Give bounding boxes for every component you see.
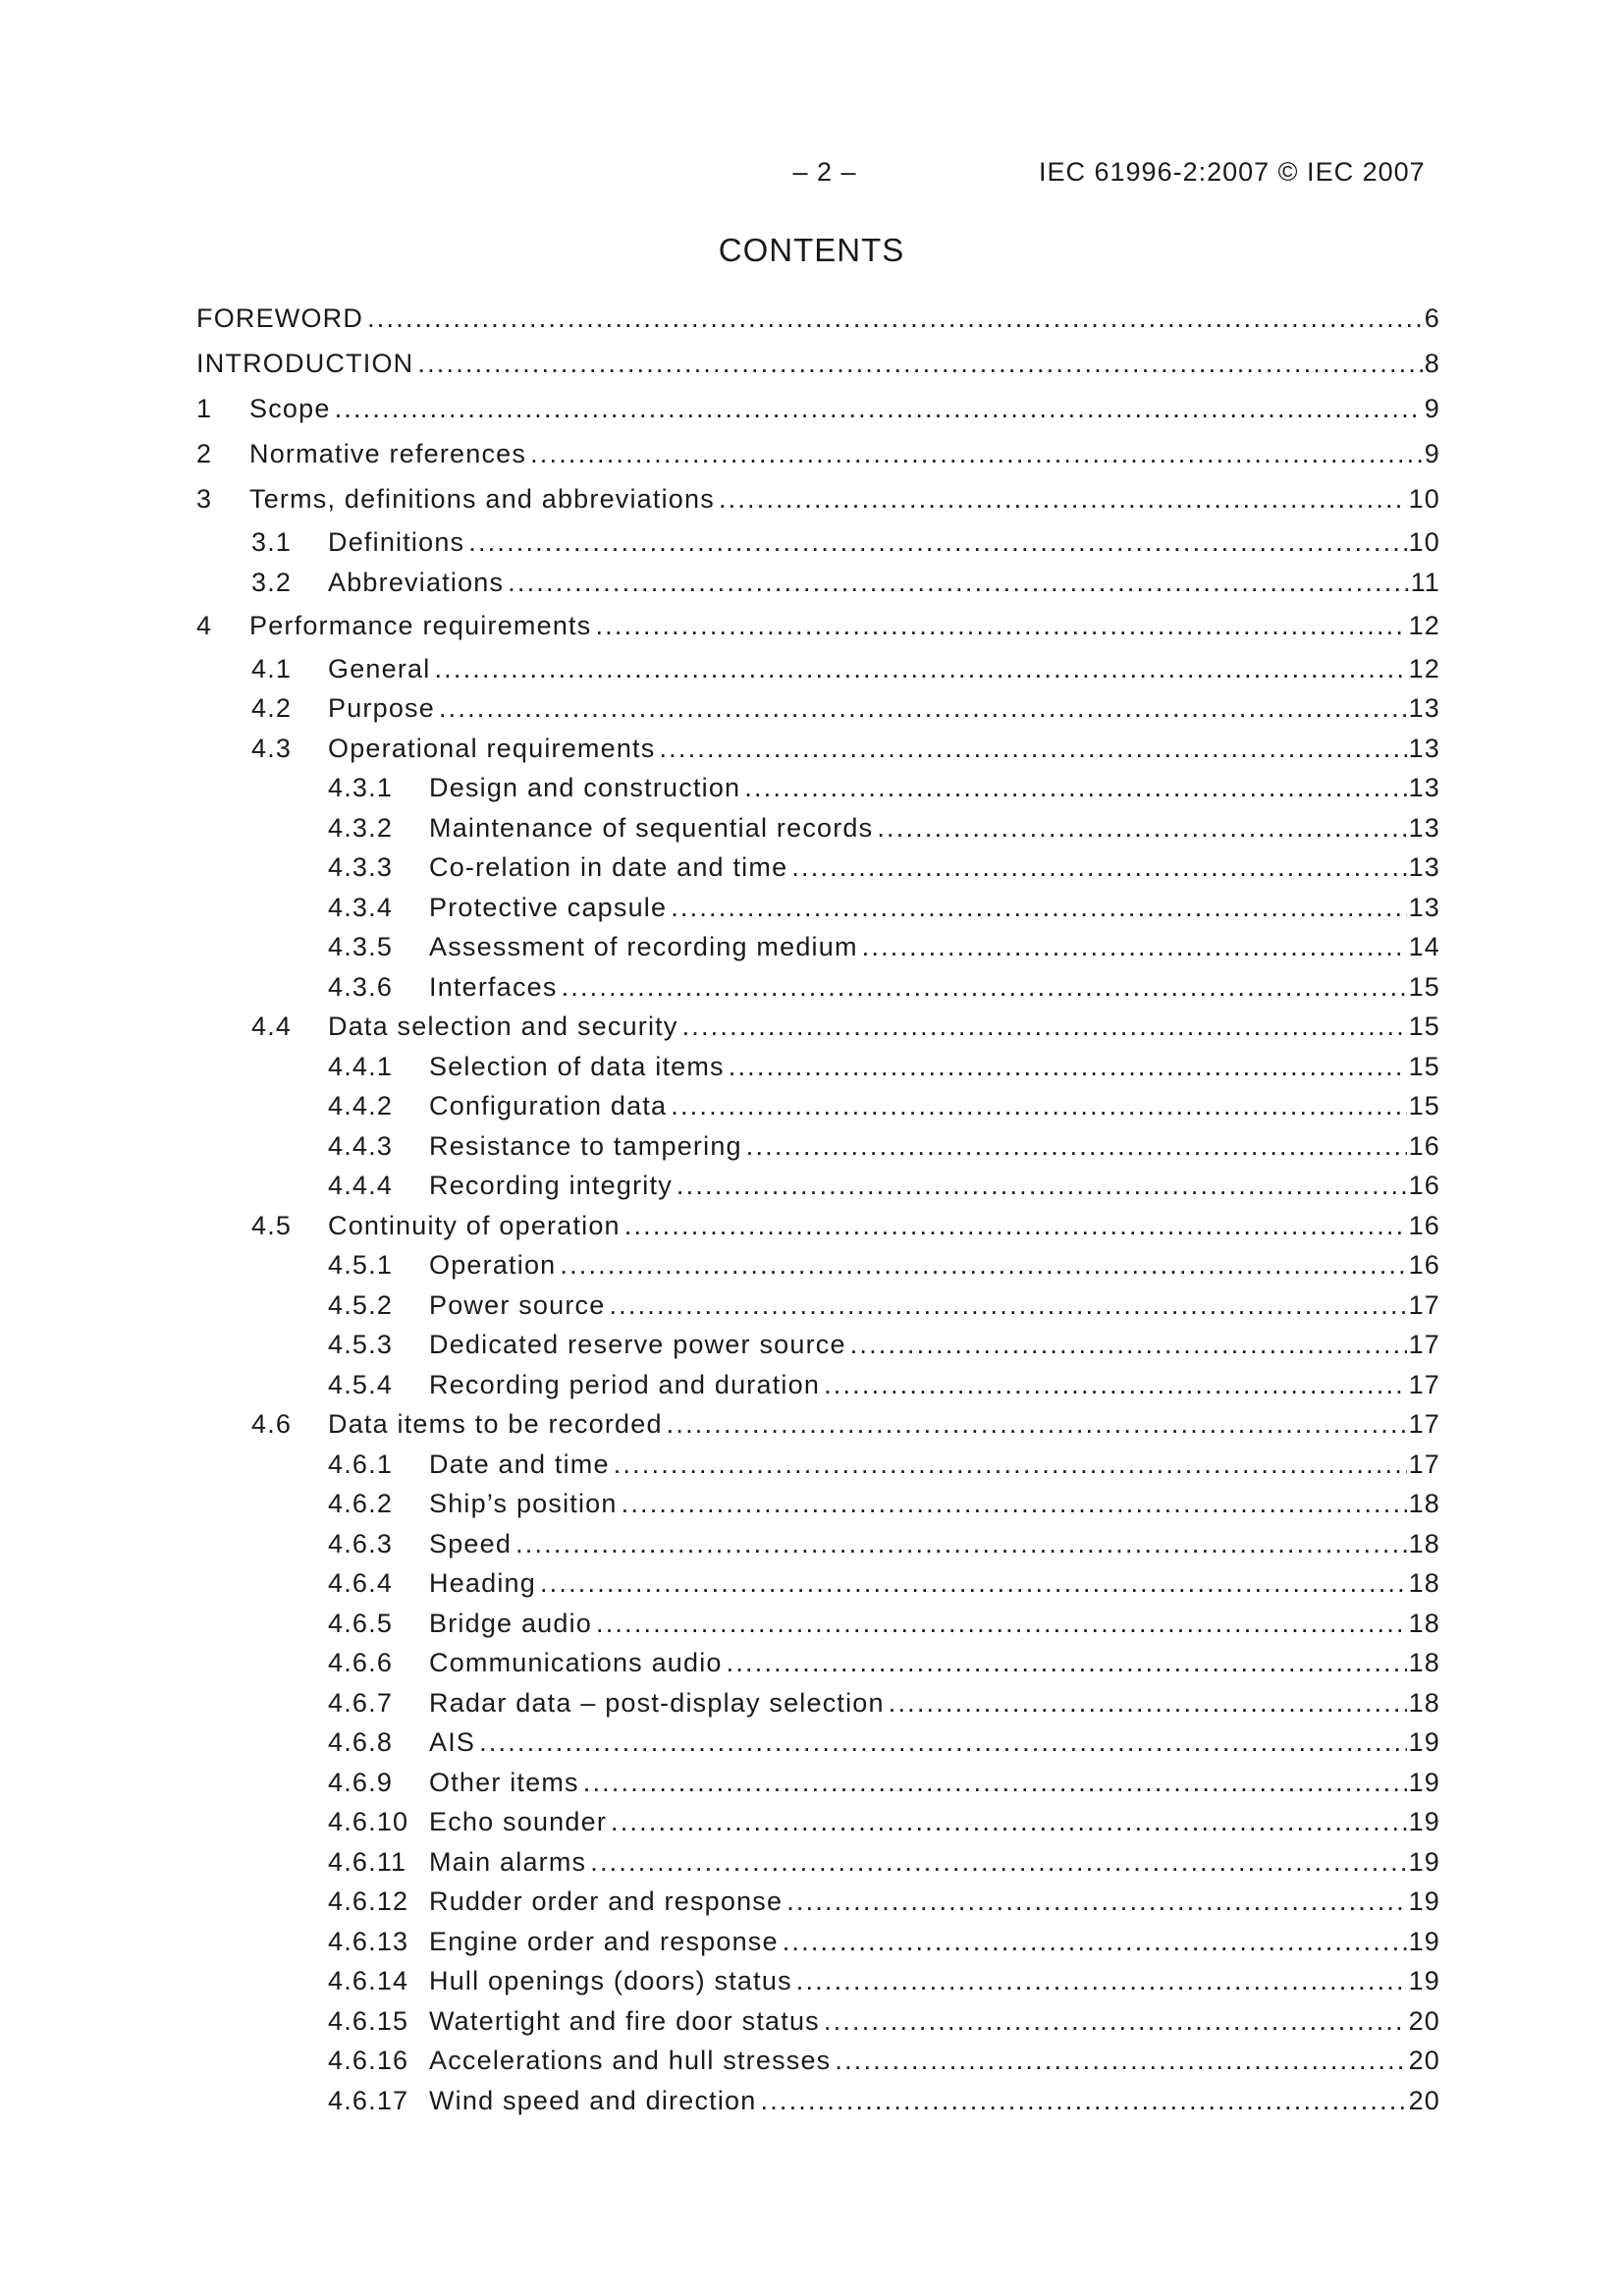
toc-entry-page: 13 [1408, 893, 1440, 922]
toc-entry[interactable] [328, 1965, 1440, 1996]
toc-entry[interactable] [251, 1408, 1440, 1440]
toc-entry[interactable] [328, 1329, 1440, 1360]
toc-entry-page: 12 [1408, 611, 1440, 640]
toc-entry-page: 18 [1408, 1688, 1440, 1718]
toc-entry-number: 2 [196, 439, 213, 468]
toc-entry-page: 13 [1408, 734, 1440, 763]
toc-entry-title: Speed [429, 1529, 513, 1558]
toc-dot-leader [595, 610, 1406, 641]
toc-entry-title: Operation [429, 1250, 557, 1280]
toc-dot-leader [508, 567, 1408, 598]
toc-dot-leader [614, 1449, 1407, 1480]
toc-dot-leader [761, 2085, 1407, 2116]
toc-entry[interactable] [196, 610, 1440, 641]
toc-entry[interactable] [328, 812, 1440, 844]
toc-entry-title: Purpose [328, 693, 435, 723]
toc-entry-number: 4.6.1 [328, 1449, 394, 1479]
toc-entry-number: 4.4.4 [328, 1171, 394, 1200]
toc-entry-number: 4.3 [251, 734, 293, 763]
toc-dot-leader [682, 1011, 1407, 1042]
toc-dot-leader [824, 1369, 1407, 1400]
toc-dot-leader [434, 653, 1406, 684]
toc-entry[interactable] [328, 1449, 1440, 1480]
toc-dot-leader [611, 1806, 1407, 1837]
toc-entry-page: 15 [1408, 1091, 1440, 1121]
toc-entry-page: 14 [1408, 932, 1440, 961]
toc-dot-leader [676, 1170, 1407, 1201]
toc-entry-page: 19 [1408, 1966, 1440, 1995]
toc-entry-page: 11 [1410, 568, 1440, 597]
toc-entry-title: Continuity of operation [328, 1211, 621, 1240]
toc-entry-page: 17 [1408, 1370, 1440, 1399]
toc-entry-title: Dedicated reserve power source [429, 1330, 846, 1359]
toc-entry-title: General [328, 654, 431, 683]
toc-entry-title: Definitions [328, 527, 465, 557]
toc-entry-page: 10 [1408, 527, 1440, 557]
toc-entry[interactable] [328, 1090, 1440, 1121]
toc-entry-page: 13 [1408, 773, 1440, 802]
toc-entry-page: 12 [1408, 654, 1440, 683]
toc-entry[interactable] [251, 692, 1440, 724]
toc-entry-number: 4.4 [251, 1011, 293, 1041]
toc-entry-number: 4.3.2 [328, 813, 394, 843]
toc-entry-title: Rudder order and response [429, 1886, 784, 1916]
toc-entry-title: Interfaces [429, 972, 558, 1002]
toc-entry[interactable] [251, 1011, 1440, 1042]
toc-entry[interactable] [251, 526, 1440, 558]
toc-dot-leader [562, 971, 1407, 1003]
toc-entry-page: 20 [1408, 2006, 1440, 2036]
toc-entry-number: 4.3.1 [328, 773, 394, 802]
toc-dot-leader [783, 1926, 1407, 1957]
toc-dot-leader [862, 931, 1407, 962]
toc-dot-leader [583, 1767, 1407, 1798]
toc-entry-number: 3.1 [251, 527, 293, 557]
toc-entry-page: 17 [1408, 1449, 1440, 1479]
toc-entry-number: 4.6.14 [328, 1966, 409, 1995]
toc-entry-page: 18 [1408, 1489, 1440, 1518]
toc-entry-page: 17 [1408, 1409, 1440, 1439]
toc-entry-number: 4.6.2 [328, 1489, 394, 1518]
toc-entry-number: 1 [196, 394, 213, 423]
toc-entry-title: Main alarms [429, 1847, 587, 1877]
toc-dot-leader [530, 438, 1423, 469]
toc-dot-leader [367, 302, 1423, 334]
toc-entry-number: 4.5.2 [328, 1290, 394, 1320]
toc-entry-number: 4.4.3 [328, 1131, 394, 1161]
toc-entry-title: Scope [249, 394, 331, 423]
toc-dot-leader [835, 2045, 1406, 2076]
toc-entry-page: 16 [1408, 1211, 1440, 1240]
toc-entry[interactable] [328, 1289, 1440, 1321]
toc-entry[interactable] [328, 1051, 1440, 1082]
toc-dot-leader [560, 1249, 1406, 1281]
toc-entry[interactable] [328, 1647, 1440, 1678]
toc-entry[interactable] [328, 1170, 1440, 1201]
toc-entry-page: 16 [1408, 1171, 1440, 1200]
toc-dot-leader [468, 526, 1406, 558]
toc-entry[interactable] [328, 1567, 1440, 1599]
standard-reference: IEC 61996-2:2007 © IEC 2007 [1039, 157, 1426, 187]
toc-entry-title: Assessment of recording medium [429, 932, 858, 961]
toc-entry[interactable] [328, 2045, 1440, 2076]
toc-entry-number: 4.6.16 [328, 2046, 409, 2075]
toc-entry-page: 13 [1408, 693, 1440, 723]
toc-entry-number: 4.6.4 [328, 1568, 394, 1598]
toc-entry[interactable] [328, 892, 1440, 923]
toc-dot-leader [719, 483, 1407, 515]
toc-entry[interactable] [328, 1528, 1440, 1559]
toc-entry-title: Resistance to tampering [429, 1131, 742, 1161]
toc-entry[interactable] [328, 1488, 1440, 1519]
toc-entry-number: 4.6.17 [328, 2086, 409, 2115]
toc-entry-page: 6 [1424, 303, 1440, 333]
toc-entry-number: 3.2 [251, 568, 293, 597]
toc-dot-leader [850, 1329, 1407, 1360]
toc-entry-page: 15 [1408, 972, 1440, 1002]
toc-entry-title: Date and time [429, 1449, 610, 1479]
toc-entry[interactable] [196, 348, 1440, 379]
toc-entry-title: Data selection and security [328, 1011, 678, 1041]
toc-entry[interactable] [328, 1926, 1440, 1957]
toc-entry-page: 19 [1408, 1807, 1440, 1836]
toc-entry[interactable] [328, 2085, 1440, 2116]
toc-entry[interactable] [196, 302, 1440, 334]
toc-entry-title: Recording period and duration [429, 1370, 821, 1399]
toc-entry-number: 4.6 [251, 1409, 293, 1439]
toc-entry-title: Engine order and response [429, 1927, 779, 1956]
toc-entry-title: Abbreviations [328, 568, 505, 597]
toc-entry-title: Bridge audio [429, 1609, 593, 1638]
toc-entry-title: Accelerations and hull stresses [429, 2046, 832, 2075]
toc-dot-leader [791, 851, 1406, 883]
toc-entry-page: 15 [1408, 1011, 1440, 1041]
toc-entry-title: AIS [429, 1727, 476, 1757]
toc-entry-title: Design and construction [429, 773, 741, 802]
toc-dot-leader [744, 772, 1406, 803]
toc-entry-number: 4.3.4 [328, 893, 394, 922]
toc-dot-leader [590, 1846, 1406, 1878]
toc-entry-number: 4.6.13 [328, 1927, 409, 1956]
toc-dot-leader [796, 1965, 1407, 1996]
toc-entry[interactable] [328, 1608, 1440, 1639]
toc-dot-leader [335, 393, 1423, 424]
toc-entry[interactable] [328, 1806, 1440, 1837]
toc-entry-page: 19 [1408, 1927, 1440, 1956]
toc-entry[interactable] [328, 851, 1440, 883]
toc-dot-leader [729, 1051, 1407, 1082]
page-number: – 2 – [792, 157, 857, 187]
toc-dot-leader [609, 1289, 1406, 1321]
toc-dot-leader [596, 1608, 1407, 1639]
toc-entry-page: 13 [1408, 852, 1440, 882]
toc-entry-title: Heading [429, 1568, 536, 1598]
toc-dot-leader [479, 1726, 1406, 1758]
toc-entry[interactable] [251, 567, 1440, 598]
toc-dot-leader [624, 1210, 1407, 1241]
toc-entry-number: 4 [196, 611, 213, 640]
toc-entry-title: INTRODUCTION [196, 349, 414, 378]
toc-dot-leader [727, 1647, 1407, 1678]
toc-entry[interactable] [328, 971, 1440, 1003]
toc-entry-title: Performance requirements [249, 611, 592, 640]
toc-entry[interactable] [196, 438, 1440, 469]
toc-entry-number: 4.6.7 [328, 1688, 394, 1718]
toc-dot-leader [667, 1408, 1407, 1440]
toc-entry-number: 4.6.12 [328, 1886, 409, 1916]
toc-entry[interactable] [328, 1846, 1440, 1878]
toc-entry-page: 17 [1408, 1330, 1440, 1359]
toc-entry-title: Power source [429, 1290, 606, 1320]
toc-entry-number: 4.2 [251, 693, 293, 723]
toc-entry-number: 4.5 [251, 1211, 293, 1240]
toc-entry-page: 17 [1408, 1290, 1440, 1320]
toc-entry-title: Configuration data [429, 1091, 668, 1121]
toc-entry-number: 4.6.11 [328, 1847, 407, 1877]
toc-entry-title: Selection of data items [429, 1052, 725, 1081]
toc-entry-title: Wind speed and direction [429, 2086, 757, 2115]
toc-entry[interactable] [328, 1767, 1440, 1798]
toc-entry-number: 4.6.3 [328, 1529, 394, 1558]
toc-entry-title: Terms, definitions and abbreviations [249, 484, 715, 514]
toc-entry-number: 4.5.4 [328, 1370, 394, 1399]
toc-entry-title: Watertight and fire door status [429, 2006, 820, 2036]
toc-entry-number: 4.6.10 [328, 1807, 409, 1836]
toc-entry-number: 4.4.2 [328, 1091, 394, 1121]
toc-entry-page: 9 [1424, 394, 1440, 423]
toc-entry[interactable] [328, 1249, 1440, 1281]
toc-dot-leader [659, 733, 1406, 764]
toc-dot-leader [671, 1090, 1406, 1121]
toc-entry-title: Ship’s position [429, 1489, 618, 1518]
toc-entry-title: Radar data – post-display selection [429, 1688, 885, 1718]
toc-entry-page: 18 [1408, 1648, 1440, 1677]
toc-entry-title: Hull openings (doors) status [429, 1966, 792, 1995]
toc-entry[interactable] [328, 1886, 1440, 1917]
toc-entry[interactable] [328, 2005, 1440, 2037]
toc-dot-leader [622, 1488, 1407, 1519]
toc-entry-page: 20 [1408, 2046, 1440, 2075]
toc-entry-title: Operational requirements [328, 734, 656, 763]
toc-entry-number: 4.1 [251, 654, 293, 683]
toc-entry-number: 4.3.5 [328, 932, 394, 961]
toc-entry-title: Recording integrity [429, 1171, 673, 1200]
toc-entry-number: 4.5.1 [328, 1250, 394, 1280]
toc-entry-number: 3 [196, 484, 213, 514]
toc-entry-number: 4.3.6 [328, 972, 394, 1002]
toc-entry-number: 4.6.8 [328, 1727, 394, 1757]
toc-dot-leader [417, 348, 1422, 379]
toc-entry-title: Communications audio [429, 1648, 723, 1677]
toc-entry-title: Data items to be recorded [328, 1409, 663, 1439]
toc-entry[interactable] [251, 733, 1440, 764]
toc-dot-leader [824, 2005, 1407, 2037]
toc-entry-number: 4.6.9 [328, 1768, 394, 1797]
toc-dot-leader [877, 812, 1406, 844]
toc-entry-number: 4.6.15 [328, 2006, 409, 2036]
toc-dot-leader [515, 1528, 1406, 1559]
toc-entry-number: 4.6.6 [328, 1648, 394, 1677]
toc-dot-leader [746, 1130, 1407, 1162]
toc-dot-leader [439, 692, 1407, 724]
toc-entry[interactable] [251, 653, 1440, 684]
toc-entry-page: 19 [1408, 1768, 1440, 1797]
toc-entry-title: Maintenance of sequential records [429, 813, 874, 843]
toc-entry-number: 4.3.3 [328, 852, 394, 882]
toc-dot-leader [671, 892, 1406, 923]
toc-entry-title: Co-relation in date and time [429, 852, 788, 882]
toc-entry-page: 16 [1408, 1250, 1440, 1280]
toc-entry-title: Echo sounder [429, 1807, 608, 1836]
toc-entry[interactable] [328, 772, 1440, 803]
toc-entry-page: 10 [1408, 484, 1440, 514]
toc-entry-page: 9 [1424, 439, 1440, 468]
toc-entry-page: 13 [1408, 813, 1440, 843]
toc-entry-title: Protective capsule [429, 893, 668, 922]
toc-entry-page: 16 [1408, 1131, 1440, 1161]
toc-dot-leader [786, 1886, 1406, 1917]
toc-entry[interactable] [328, 1687, 1440, 1719]
toc-entry-page: 20 [1408, 2086, 1440, 2115]
toc-dot-leader [540, 1567, 1407, 1599]
toc-dot-leader [889, 1687, 1407, 1719]
toc-entry[interactable] [196, 483, 1440, 515]
toc-entry-page: 18 [1408, 1568, 1440, 1598]
toc-entry-page: 19 [1408, 1727, 1440, 1757]
toc-entry[interactable] [328, 1369, 1440, 1400]
toc-entry[interactable] [196, 393, 1440, 424]
toc-entry-page: 19 [1408, 1886, 1440, 1916]
toc-entry-number: 4.5.3 [328, 1330, 394, 1359]
toc-entry-number: 4.6.5 [328, 1609, 394, 1638]
toc-entry[interactable] [328, 1726, 1440, 1758]
page-title: CONTENTS [718, 232, 905, 268]
toc-entry-page: 19 [1408, 1847, 1440, 1877]
toc-entry-title: FOREWORD [196, 303, 364, 333]
toc-entry-number: 4.4.1 [328, 1052, 394, 1081]
toc-entry[interactable] [328, 931, 1440, 962]
toc-entry-page: 8 [1424, 349, 1440, 378]
toc-entry-page: 18 [1408, 1609, 1440, 1638]
toc-entry-page: 18 [1408, 1529, 1440, 1558]
toc-entry-title: Other items [429, 1768, 579, 1797]
toc-entry-title: Normative references [249, 439, 527, 468]
toc-entry[interactable] [251, 1210, 1440, 1241]
toc-entry[interactable] [328, 1130, 1440, 1162]
toc-entry-page: 15 [1408, 1052, 1440, 1081]
